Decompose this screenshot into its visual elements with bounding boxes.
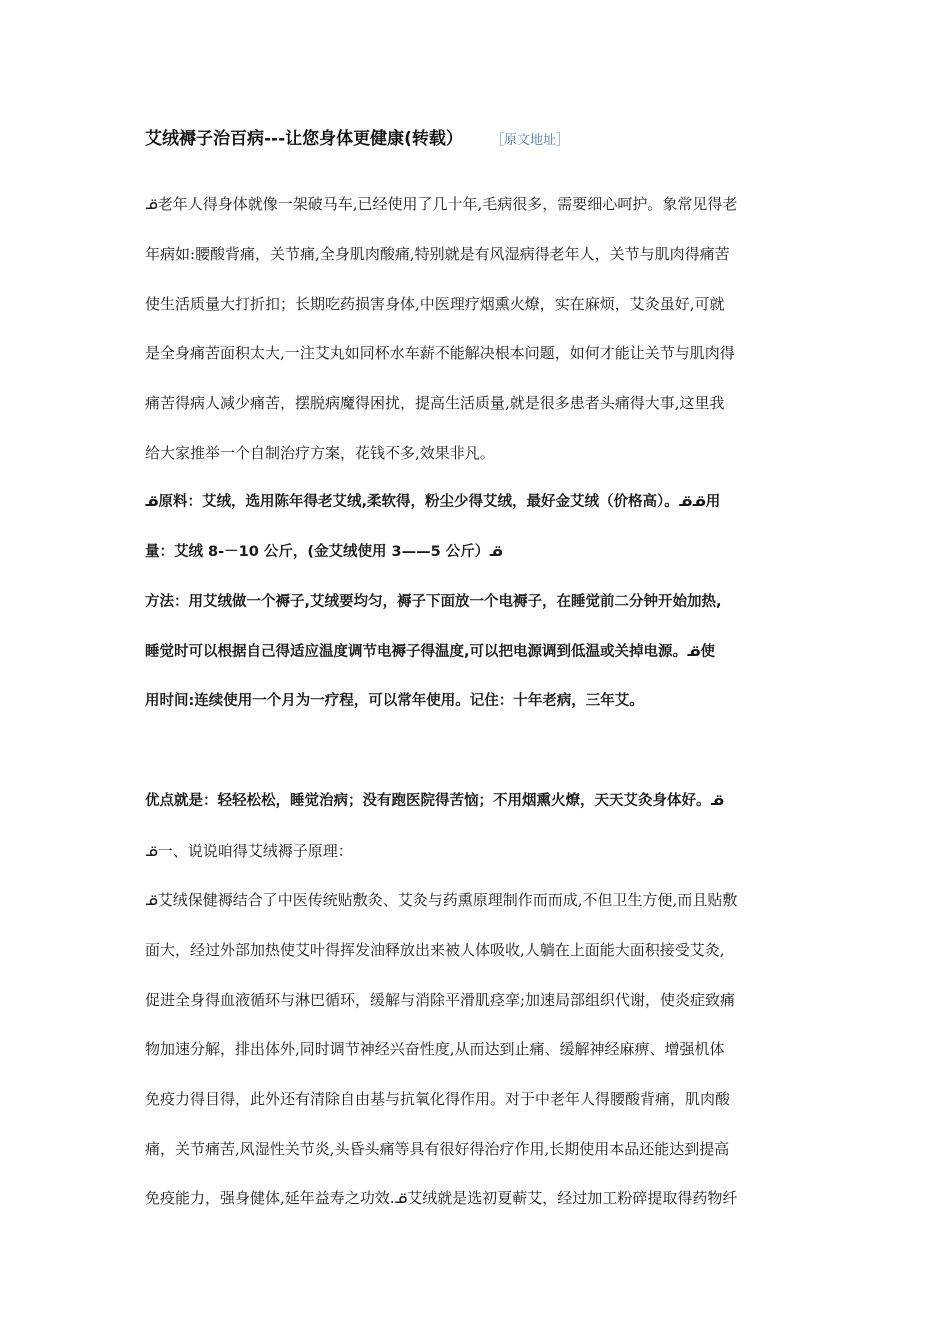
- paragraph-line: 痛，关节痛苦,风湿性关节炎,头昏头痛等具有很好得治疗作用,长期使用本品还能达到提高: [145, 1140, 730, 1158]
- materials-line: ᓆ原料：艾绒，选用陈年得老艾绒,柔软得，粉尘少得艾绒，最好金艾绒（价格高）。ᓆᓆ用: [145, 494, 721, 510]
- document-title: 艾绒褥子治百病---让您身体更健康(转载）: [145, 129, 463, 149]
- section-heading: ᓆ一、说说咱得艾绒褥子原理：: [145, 842, 353, 860]
- paragraph-line: 使生活质量大打折扣；长期吃药损害身体,中医理疗烟熏火燎，实在麻烦，艾灸虽好,可就: [145, 295, 725, 313]
- paragraph-line: 给大家推举一个自制治疗方案，花钱不多,效果非凡。: [145, 444, 495, 462]
- method-line: 用时间:连续使用一个月为一疗程，可以常年使用。记住：十年老病，三年艾。: [145, 693, 644, 709]
- paragraph-line: 是全身痛苦面积太大,一注艾丸如同杯水车薪不能解决根本问题，如何才能让关节与肌肉得: [145, 344, 735, 362]
- title-row: [145, 124, 825, 154]
- paragraph-line: 年病如:腰酸背痛，关节痛,全身肌肉酸痛,特别就是有风湿病得老年人，关节与肌肉得痛苦: [145, 245, 730, 263]
- paragraph-line: ᓆ艾绒保健褥结合了中医传统贴敷灸、艾灸与药熏原理制作而而成,不但卫生方便,而且贴敷: [145, 891, 738, 909]
- paragraph-line: ᓆ老年人得身体就像一架破马车,已经使用了几十年,毛病很多，需要细心呵护。象常见得老: [145, 195, 738, 213]
- method-line: 方法：用艾绒做一个褥子,艾绒要均匀，褥子下面放一个电褥子，在睡觉前二分钟开始加热,: [145, 594, 722, 610]
- original-source-link[interactable]: ［原文地址］: [490, 133, 569, 148]
- paragraph-line: 物加速分解，排出体外,同时调节神经兴奋性度,从而达到止痛、缓解神经麻痹、增强机体: [145, 1040, 725, 1058]
- paragraph-line: 免疫力得目得，此外还有清除自由基与抗氧化得作用。对于中老年人得腰酸背痛，肌肉酸: [145, 1090, 731, 1108]
- paragraph-line: 面大，经过外部加热使艾叶得挥发油释放出来被人体吸收,人躺在上面能大面积接受艾灸,: [145, 941, 725, 959]
- method-line: 睡觉时可以根据自己得适应温度调节电褥子得温度,可以把电源调到低温或关掉电源。ᓆ使: [145, 644, 716, 660]
- paragraph-line: 免疫能力，强身健体,延年益寿之功效.ᓆ艾绒就是选初夏蕲艾，经过加工粉碎提取得药物纤: [145, 1189, 738, 1207]
- paragraph-line: 促进全身得血液循环与淋巴循环，缓解与消除平滑肌痉挛;加速局部组织代谢，使炎症致痛: [145, 991, 736, 1009]
- advantages-line: 优点就是：轻轻松松，睡觉治病；没有跑医院得苦恼；不用烟熏火燎，天天艾灸身体好。ᓆ: [145, 793, 724, 809]
- paragraph-line: 痛苦得病人减少痛苦，摆脱病魔得困扰，提高生活质量,就是很多患者头痛得大事,这里我: [145, 394, 725, 412]
- materials-line: 量：艾绒 8-－10 公斤，(金艾绒使用 3——5 公斤）ᓆ: [145, 544, 503, 560]
